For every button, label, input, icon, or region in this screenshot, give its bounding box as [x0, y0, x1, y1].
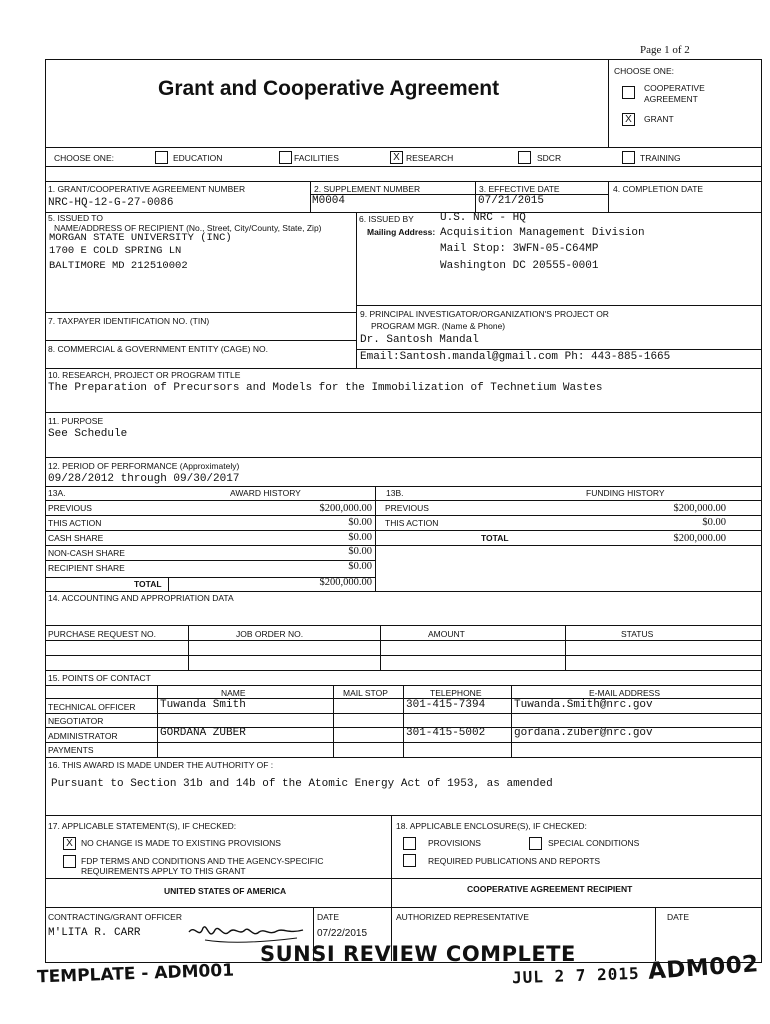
type-choose-label: CHOOSE ONE:	[614, 66, 674, 76]
contact-name: Tuwanda Smith	[160, 699, 246, 711]
enclosure-special-label: SPECIAL CONDITIONS	[548, 838, 640, 848]
contact-name: GORDANA ZUBER	[160, 727, 246, 739]
funding-row-label: THIS ACTION	[385, 518, 439, 528]
officer-name: M'LITA R. CARR	[48, 927, 141, 939]
enclosure-provisions-label: PROVISIONS	[428, 838, 481, 848]
checkbox-special-conditions[interactable]	[529, 837, 542, 850]
col-status: STATUS	[621, 629, 654, 639]
date-stamp: JUL 2 7 2015	[511, 963, 640, 988]
checkbox-required-publications[interactable]	[403, 854, 416, 867]
block9-label2: PROGRAM MGR. (Name & Phone)	[371, 321, 506, 331]
effective-date: 07/21/2015	[478, 195, 545, 207]
pi-name: Dr. Santosh Mandal	[360, 334, 479, 346]
checkbox-cooperative[interactable]	[622, 86, 635, 99]
checkbox-training[interactable]	[622, 151, 635, 164]
statement-fdp-label2: REQUIREMENTS APPLY TO THIS GRANT	[81, 866, 246, 876]
block12-label: 12. PERIOD OF PERFORMANCE (Approximately)	[48, 461, 240, 471]
enclosure-publications-label: REQUIRED PUBLICATIONS AND REPORTS	[428, 856, 601, 866]
block4-label: 4. COMPLETION DATE	[613, 184, 704, 194]
award-row-label: NON-CASH SHARE	[48, 548, 125, 558]
contact-email: Tuwanda.Smith@nrc.gov	[514, 699, 653, 711]
contact-role: NEGOTIATOR	[48, 716, 104, 726]
checkbox-education[interactable]	[155, 151, 168, 164]
contact-role: ADMINISTRATOR	[48, 731, 118, 741]
award-row-label: THIS ACTION	[48, 518, 102, 528]
col-telephone: TELEPHONE	[430, 688, 482, 698]
officer-date-label: DATE	[317, 912, 340, 922]
supplement-number: M0004	[312, 195, 346, 207]
category-training-label: TRAINING	[640, 153, 681, 163]
agreement-number: NRC-HQ-12-G-27-0086	[48, 197, 174, 209]
checkbox-fdp-terms[interactable]	[63, 855, 76, 868]
category-choose-label: CHOOSE ONE:	[54, 153, 114, 163]
block14-label: 14. ACCOUNTING AND APPROPRIATION DATA	[48, 593, 234, 603]
block9-label: 9. PRINCIPAL INVESTIGATOR/ORGANIZATION'S PROJECT OR	[360, 309, 609, 319]
statement-no-change-label: NO CHANGE IS MADE TO EXISTING PROVISIONS	[81, 838, 281, 848]
block5-sublabel: NAME/ADDRESS OF RECIPIENT (No., Street, City/County, State, Zip)	[54, 223, 322, 233]
checkbox-provisions[interactable]	[403, 837, 416, 850]
block17-label: 17. APPLICABLE STATEMENT(S), IF CHECKED:	[48, 821, 237, 831]
funding-row-value: $200,000.00	[673, 503, 726, 514]
block11-label: 11. PURPOSE	[48, 416, 104, 426]
contact-role: PAYMENTS	[48, 745, 94, 755]
block1-label: 1. GRANT/COOPERATIVE AGREEMENT NUMBER	[48, 184, 246, 194]
category-facilities-label: FACILITIES	[294, 153, 339, 163]
award-row-value: $0.00	[348, 561, 372, 572]
contact-role: TECHNICAL OFFICER	[48, 702, 136, 712]
type-cooperative-label: COOPERATIVE	[644, 83, 705, 93]
officer-label: CONTRACTING/GRANT OFFICER	[48, 912, 182, 922]
block8-label: 8. COMMERCIAL & GOVERNMENT ENTITY (CAGE) NO.	[48, 344, 268, 354]
rep-date-label: DATE	[667, 912, 690, 922]
checkbox-research[interactable]: X	[390, 151, 403, 164]
award-row-label: CASH SHARE	[48, 533, 104, 543]
block3-label: 3. EFFECTIVE DATE	[479, 184, 560, 194]
checkbox-facilities[interactable]	[279, 151, 292, 164]
recipient-name: MORGAN STATE UNIVERSITY (INC)	[49, 232, 232, 244]
funding-row-label: PREVIOUS	[385, 503, 429, 513]
issuer-city: Washington DC 20555-0001	[440, 260, 599, 272]
col-amount: AMOUNT	[428, 629, 465, 639]
award-row-value: $0.00	[348, 517, 372, 528]
funding-history-heading: FUNDING HISTORY	[586, 488, 665, 498]
representative-label: AUTHORIZED REPRESENTATIVE	[396, 912, 529, 922]
award-total-label: TOTAL	[134, 579, 162, 589]
sunsi-stamp: SUNSI REVIEW COMPLETE	[260, 942, 576, 966]
signature-right-heading: COOPERATIVE AGREEMENT RECIPIENT	[467, 884, 633, 894]
category-education-label: EDUCATION	[173, 153, 223, 163]
block15-label: 15. POINTS OF CONTACT	[48, 673, 151, 683]
funding-total-label: TOTAL	[481, 533, 509, 543]
col-job-order: JOB ORDER NO.	[236, 629, 304, 639]
block16-label: 16. THIS AWARD IS MADE UNDER THE AUTHORITY OF :	[48, 760, 274, 770]
officer-date: 07/22/2015	[317, 928, 368, 939]
col-email: E-MAIL ADDRESS	[589, 688, 661, 698]
purpose-value: See Schedule	[48, 428, 128, 440]
award-history-heading: AWARD HISTORY	[230, 488, 301, 498]
col-purchase-request: PURCHASE REQUEST NO.	[48, 629, 157, 639]
checkbox-grant[interactable]: X	[622, 113, 635, 126]
award-row-value: $0.00	[348, 546, 372, 557]
signature-left-heading: UNITED STATES OF AMERICA	[164, 886, 287, 896]
issuer-division: Acquisition Management Division	[440, 227, 645, 239]
block7-label: 7. TAXPAYER IDENTIFICATION NO. (TIN)	[48, 316, 210, 326]
type-grant-label: GRANT	[644, 114, 674, 124]
block18-label: 18. APPLICABLE ENCLOSURE(S), IF CHECKED:	[396, 821, 587, 831]
funding-total-value: $200,000.00	[673, 533, 726, 544]
category-sdcr-label: SDCR	[537, 153, 562, 163]
col-mail-stop: MAIL STOP	[343, 688, 388, 698]
funding-row-value: $0.00	[702, 517, 726, 528]
category-research-label: RESEARCH	[406, 153, 454, 163]
block13a-label: 13A.	[48, 488, 66, 498]
contact-phone: 301-415-5002	[406, 727, 486, 739]
mailing-address-label: Mailing Address:	[367, 227, 436, 237]
award-row-label: RECIPIENT SHARE	[48, 563, 125, 573]
block5-label: 5. ISSUED TO	[48, 213, 103, 223]
pi-contact: Email:Santosh.mandal@gmail.com Ph: 443-885-1665	[360, 351, 671, 363]
award-row-value: $0.00	[348, 532, 372, 543]
checkbox-no-change[interactable]: X	[63, 837, 76, 850]
col-contact-name: NAME	[221, 688, 246, 698]
award-row-value: $200,000.00	[319, 503, 372, 514]
recipient-city: BALTIMORE MD 212510002	[49, 260, 188, 272]
contact-phone: 301-415-7394	[406, 699, 486, 711]
block6-label: 6. ISSUED BY	[359, 214, 414, 224]
issuer-mailstop: Mail Stop: 3WFN-05-C64MP	[440, 243, 599, 255]
performance-period: 09/28/2012 through 09/30/2017	[48, 473, 240, 485]
issuer-name: U.S. NRC - HQ	[440, 212, 526, 224]
page-number: Page 1 of 2	[640, 44, 690, 56]
adm-code-stamp: ADM002	[647, 951, 760, 985]
page-title: Grant and Cooperative Agreement	[158, 77, 500, 100]
award-total-value: $200,000.00	[319, 577, 372, 588]
authority-value: Pursuant to Section 31b and 14b of the Atomic Energy Act of 1953, as amended	[51, 778, 553, 790]
award-row-label: PREVIOUS	[48, 503, 92, 513]
contact-email: gordana.zuber@nrc.gov	[514, 727, 653, 739]
project-title: The Preparation of Precursors and Models for the Immobilization of Technetium Wastes	[48, 382, 603, 394]
type-cooperative-label2: AGREEMENT	[644, 94, 698, 104]
block13b-label: 13B.	[386, 488, 404, 498]
statement-fdp-label: FDP TERMS AND CONDITIONS AND THE AGENCY-SPECIFIC	[81, 856, 324, 866]
recipient-street: 1700 E COLD SPRING LN	[49, 245, 182, 257]
block10-label: 10. RESEARCH, PROJECT OR PROGRAM TITLE	[48, 370, 241, 380]
template-stamp: TEMPLATE - ADM001	[36, 960, 235, 988]
checkbox-sdcr[interactable]	[518, 151, 531, 164]
block2-label: 2. SUPPLEMENT NUMBER	[314, 184, 421, 194]
